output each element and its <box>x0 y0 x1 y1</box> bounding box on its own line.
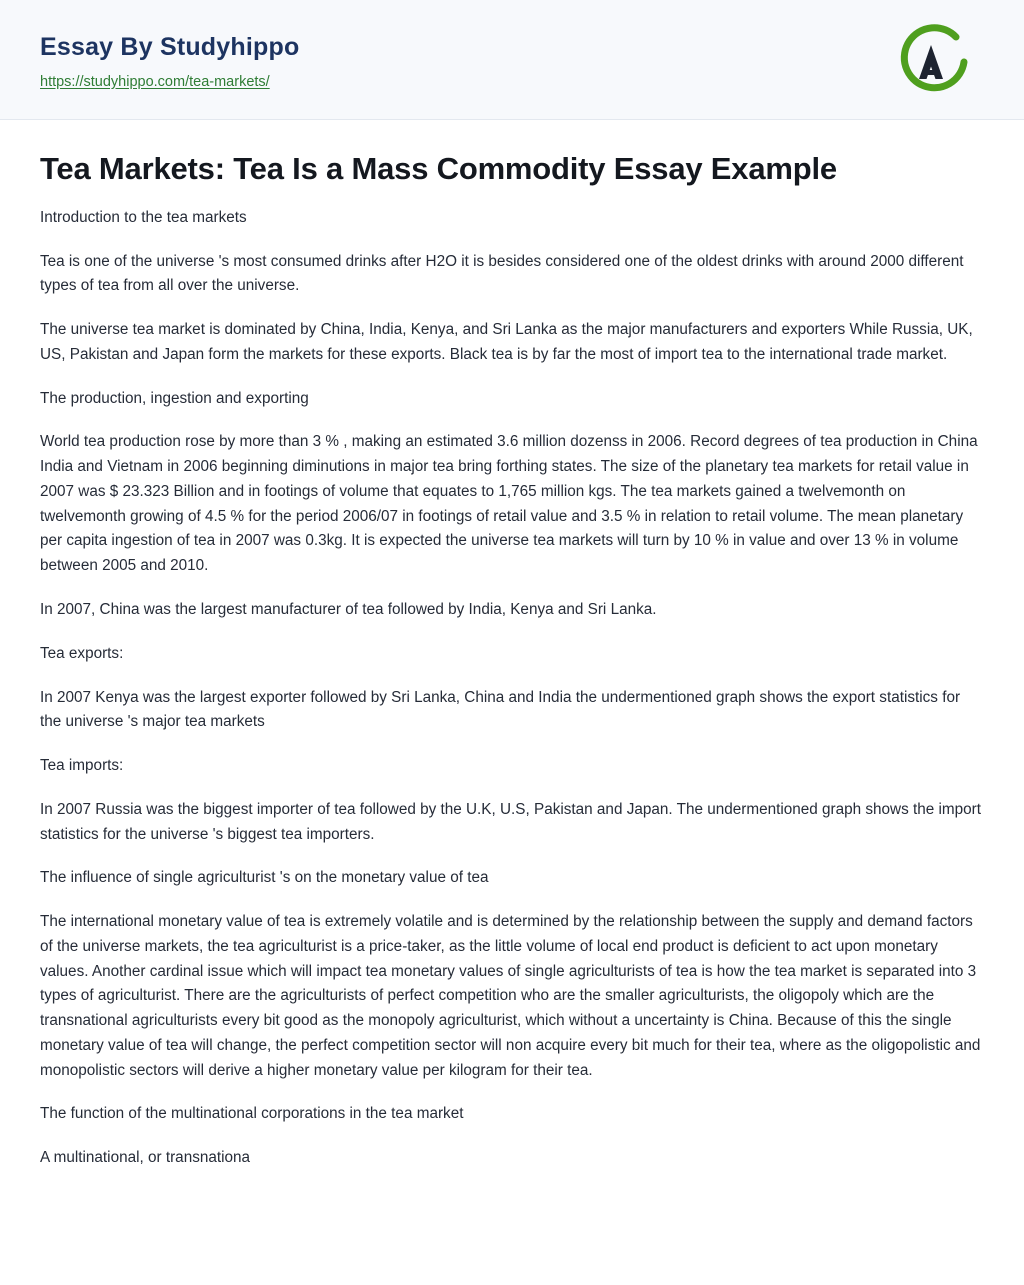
paragraph: In 2007 Russia was the biggest importer of tea followed by the U.K, U.S, Pakistan and Japan. The undermentioned graph shows the import statistics for the universe 's biggest tea importers. <box>40 800 982 843</box>
paragraph: The production, ingestion and exporting <box>40 389 309 407</box>
studyhippo-a-logo-icon <box>888 19 974 105</box>
brand-block <box>40 32 299 91</box>
paragraph: In 2007, China was the largest manufacturer of tea followed by India, Kenya and Sri Lanka. <box>40 601 657 618</box>
article-body <box>0 120 1024 1211</box>
paragraph: The influence of single agriculturist 's on the monetary value of tea <box>40 869 489 887</box>
paragraph: Tea is one of the universe 's most consumed drinks after H2O it is besides considered one of the oldest drinks with around 2000 different types of tea from all over the universe. <box>40 252 964 295</box>
page-title: Tea Markets: Tea Is a Mass Commodity Essay Example <box>40 151 837 186</box>
paragraph: Tea imports: <box>40 757 124 775</box>
source-url-link[interactable]: https://studyhippo.com/tea-markets/ <box>40 73 270 90</box>
paragraph: The function of the multinational corporations in the tea market <box>40 1105 464 1123</box>
site-header <box>0 0 1024 120</box>
paragraph: Tea exports: <box>40 644 124 662</box>
brand-title: Essay By Studyhippo <box>40 32 300 61</box>
paragraph: The universe tea market is dominated by China, India, Kenya, and Sri Lanka as the major manufacturers and exporters While Russia, UK, US, Pakistan and Japan form the markets for these exports. Black tea is by far the most of import tea to the international trade market. <box>40 321 973 363</box>
paragraph: World tea production rose by more than 3 % , making an estimated 3.6 million dozenss in 2006. Record degrees of tea production in China India and Vietnam in 2006 beginning diminutions in major tea bring forthing states. The size of the planetary tea markets for retail value in 2007 was $ 23.323 Billion and in footings of volume that equates to 1,765 million kgs. The tea markets gained a twelvemonth on twelvemonth growing of 4.5 % for the period 2006/07 in footings of retail value and 3.5 % in relation to retail volume. The mean planetary per capita ingestion of tea in 2007 was 0.3kg. It is expected the universe tea markets will turn by 10 % in value and over 13 % in volume between 2005 and 2010. <box>40 433 978 575</box>
paragraph-truncated: A multinational, or transnationa <box>40 1149 251 1167</box>
paragraph: In 2007 Kenya was the largest exporter followed by Sri Lanka, China and India the undermentioned graph shows the export statistics for the universe 's major tea markets <box>40 688 961 731</box>
paragraph: The international monetary value of tea is extremely volatile and is determined by the relationship between the supply and demand factors of the universe markets, the tea agriculturist is a price-taker, as the little volume of local end product is deficient to act upon monetary values. Another cardinal issue which will impact tea monetary values of single agriculturists of tea is how the tea market is separated into 3 types of agriculturist. There are the agriculturists of perfect competition who are the smaller agriculturists, the oligopoly which are the transnational agriculturists every bit good as the monopoly agriculturist, which without a uncertainty is China. Because of this the single monetary value of tea will change, the perfect competition sector will non acquire every bit much for their tea, where as the oligopolistic and monopolistic sectors will derive a higher monetary value per kilogram for their tea. <box>40 913 981 1079</box>
paragraph: Introduction to the tea markets <box>40 208 247 226</box>
